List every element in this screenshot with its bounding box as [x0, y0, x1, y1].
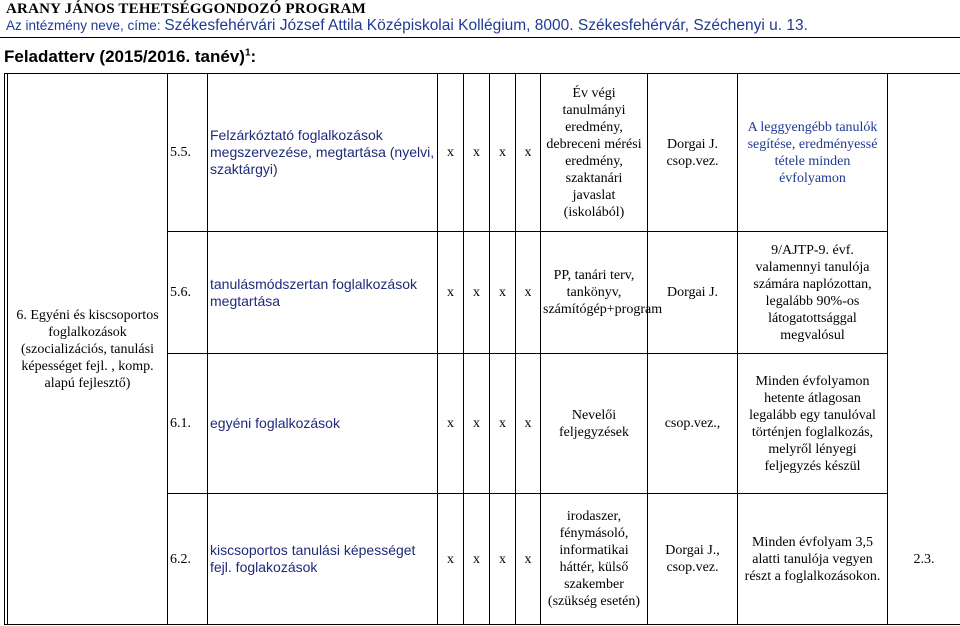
header-divider [0, 37, 960, 38]
month-mark: x [438, 74, 464, 232]
task-code: 5.5. [168, 74, 208, 232]
page-title-text: Feladatterv (2015/2016. tanév) [4, 47, 245, 66]
task-code: 6.1. [168, 354, 208, 494]
responsible-cell: Dorgai J. [648, 232, 738, 354]
table-row [5, 74, 960, 232]
reference-code: 2.3. [913, 552, 935, 567]
month-mark: x [464, 232, 490, 354]
goal-text: valamennyi tanulója számára naplózottan, legalább 90%-os látogatottsággal megvalósul [753, 259, 872, 343]
month-mark: x [490, 232, 516, 354]
institution-address: Székesfehérvári József Attila Középiskolai Kollégium, 8000. Székesfehérvár, Széchenyi u. 13. [164, 17, 808, 34]
goal-cell: Minden évfolyam 3,5 alatti tanulója vegyen részt a foglalkozásokon. [738, 494, 888, 625]
page-title [4, 47, 256, 67]
task-plan-table [4, 73, 960, 625]
month-mark: x [464, 494, 490, 625]
resources-cell: PP, tanári terv, tankönyv, számítógép+program [541, 232, 648, 354]
month-mark: x [516, 494, 541, 625]
task-name: tanulásmódszertan foglalkozások megtartása [208, 232, 438, 354]
goal-cell [738, 74, 888, 232]
month-mark: x [438, 232, 464, 354]
month-mark: x [516, 354, 541, 494]
institution-label: Az intézmény neve, címe: [6, 18, 161, 33]
month-mark: x [438, 354, 464, 494]
goal-text: 9/AJTP-9. évf. [771, 242, 854, 258]
task-name: kiscsoportos tanulási képességet fejl. foglakozások [208, 494, 438, 625]
resources-cell: Év végi tanulmányi eredmény, debreceni mérési eredmény, szaktanári javaslat (iskolából) [541, 74, 648, 232]
reference-cell [888, 74, 960, 625]
month-mark: x [516, 232, 541, 354]
resources-cell: Nevelői feljegyzések [541, 354, 648, 494]
month-mark: x [516, 74, 541, 232]
month-mark: x [464, 354, 490, 494]
goal-cell: Minden évfolyamon hetente átlagosan legalább egy tanulóval történjen foglalkozás, melyről lényegi feljegyzés készül [738, 354, 888, 494]
area-cell: 6. Egyéni és kiscsoportos foglalkozások (szocializációs, tanulási képességet fejl. , komp. alapú fejlesztő) [8, 74, 168, 625]
task-name: Felzárkóztató foglalkozások megszervezése, megtartása (nyelvi, szaktárgyi) [208, 74, 438, 232]
month-mark: x [438, 494, 464, 625]
responsible-cell: csop.vez., [648, 354, 738, 494]
footnote-marker: 1 [244, 47, 251, 59]
responsible-cell: Dorgai J. csop.vez. [648, 74, 738, 232]
task-code: 5.6. [168, 232, 208, 354]
responsible-cell: Dorgai J., csop.vez. [648, 494, 738, 625]
month-mark: x [464, 74, 490, 232]
program-name: ARANY JÁNOS TEHETSÉGGONDOZÓ PROGRAM [6, 1, 366, 17]
task-code: 6.2. [168, 494, 208, 625]
page-title-suffix: : [250, 47, 257, 66]
task-name: egyéni foglalkozások [208, 354, 438, 494]
goal-text: A leggyengébb tanulók segítése, eredményessé tétele minden évfolyamon [747, 119, 878, 186]
month-mark: x [490, 354, 516, 494]
resources-cell: irodaszer, fénymásoló, informatikai háttér, külső szakember (szükség esetén) [541, 494, 648, 625]
institution-line [6, 17, 808, 35]
month-mark: x [490, 74, 516, 232]
month-mark: x [490, 494, 516, 625]
goal-cell [738, 232, 888, 354]
